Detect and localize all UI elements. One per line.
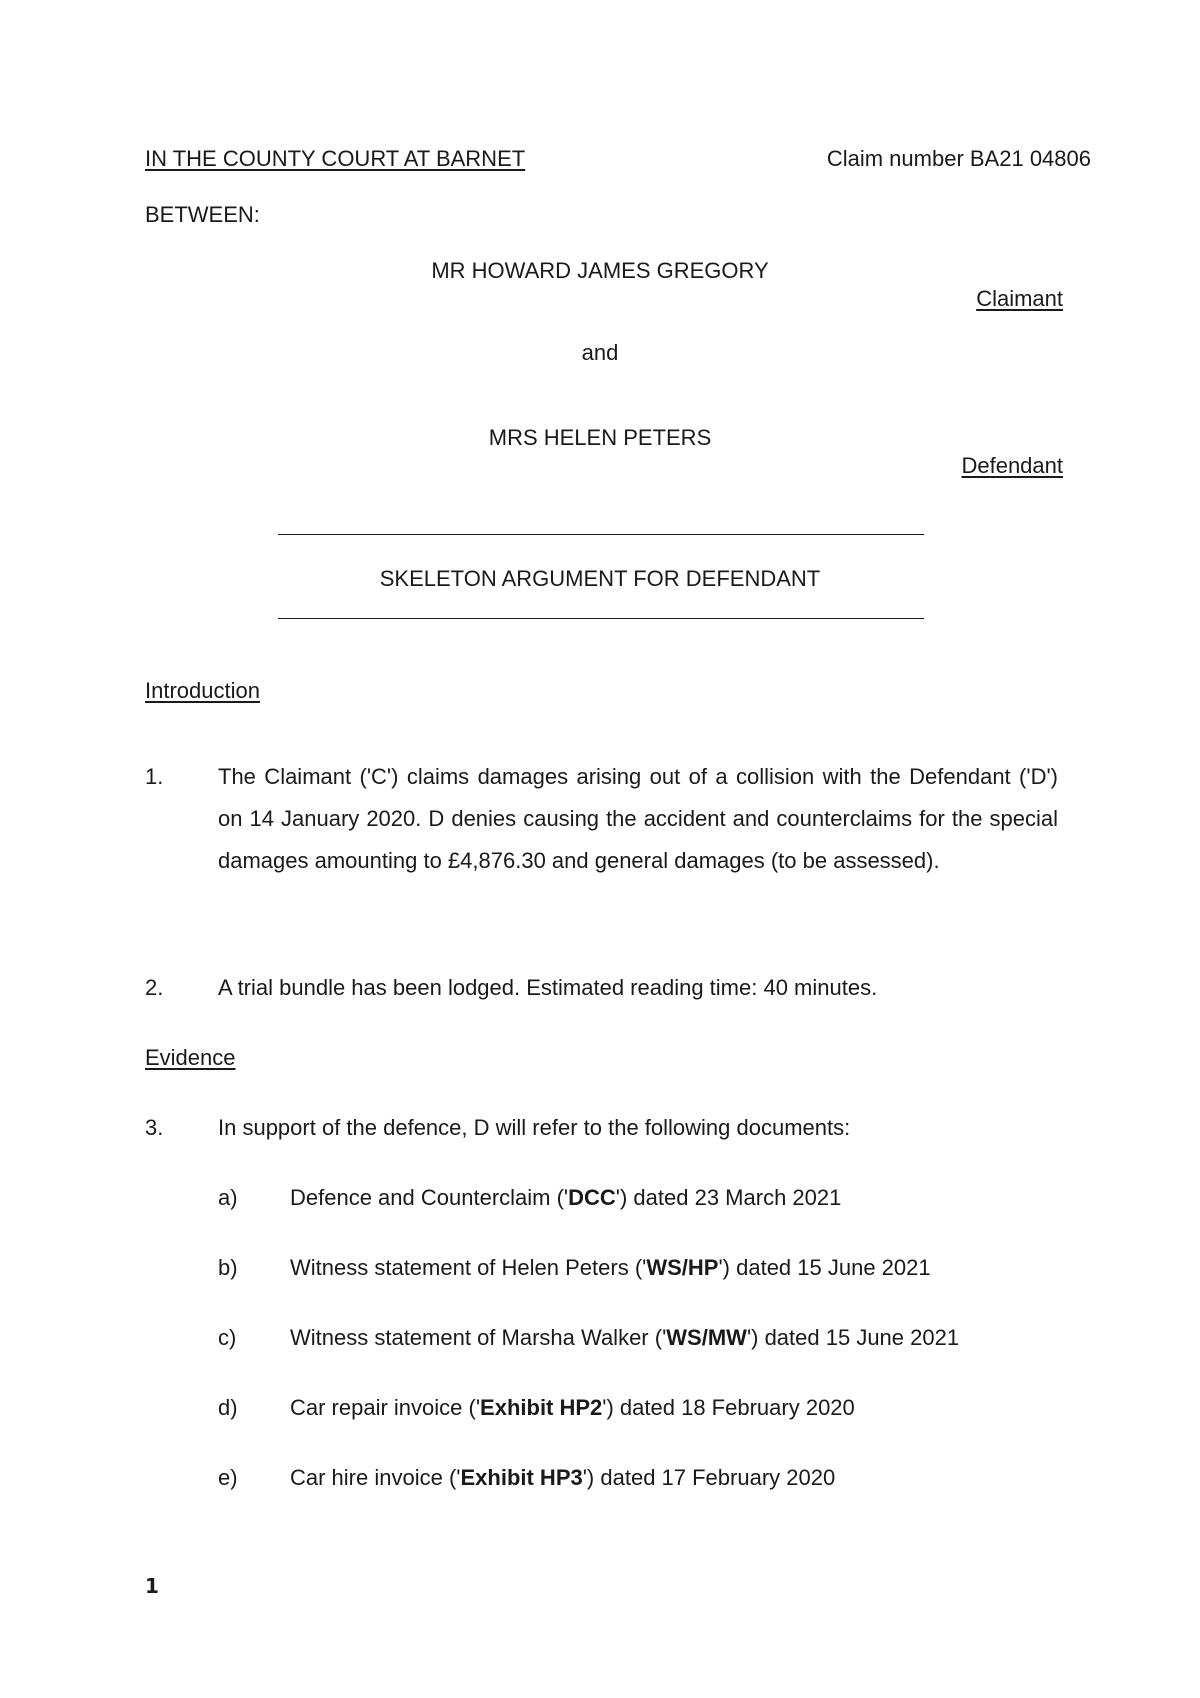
list-item: Car repair invoice ('Exhibit HP2') dated 18 February 2020 — [290, 1395, 855, 1420]
claimant-name: MR HOWARD JAMES GREGORY — [431, 258, 769, 283]
claim-number: Claim number BA21 04806 — [826, 146, 1091, 171]
list-item: Witness statement of Helen Peters ('WS/HP') dated 15 June 2021 — [290, 1255, 931, 1280]
paragraph-number: 3. — [145, 1115, 164, 1140]
page-number: 1 — [145, 1574, 159, 1598]
list-item-letter: d) — [218, 1395, 238, 1420]
title-rule-top — [278, 534, 924, 535]
list-item-letter: e) — [218, 1465, 238, 1490]
paragraph-number: 1. — [145, 764, 164, 789]
and-label: and — [581, 340, 619, 365]
court-name: IN THE COUNTY COURT AT BARNET — [145, 146, 526, 171]
list-item: Car hire invoice ('Exhibit HP3') dated 17 February 2020 — [290, 1465, 836, 1490]
evidence-heading: Evidence — [145, 1045, 236, 1070]
paragraph-text: The Claimant ('C') claims damages arising out of a collision with the Defendant ('D') on 14 January 2020. D denies causing the accident and counterclaims for the special damages amounting to £4,876.30 and general damages (to be assessed). — [218, 764, 1058, 873]
title-rule-bottom — [278, 618, 924, 619]
list-item: Defence and Counterclaim ('DCC') dated 23 March 2021 — [290, 1185, 842, 1210]
defendant-name: MRS HELEN PETERS — [488, 425, 712, 450]
document-title: SKELETON ARGUMENT FOR DEFENDANT — [379, 566, 821, 591]
paragraph-text: A trial bundle has been lodged. Estimated reading time: 40 minutes. — [218, 975, 878, 1000]
introduction-heading: Introduction — [145, 678, 260, 703]
paragraph-text: In support of the defence, D will refer to the following documents: — [218, 1115, 851, 1140]
list-item: Witness statement of Marsha Walker ('WS/MW') dated 15 June 2021 — [290, 1325, 960, 1350]
claimant-role: Claimant — [976, 286, 1063, 311]
paragraph-number: 2. — [145, 975, 164, 1000]
list-item-letter: a) — [218, 1185, 238, 1210]
list-item-letter: c) — [218, 1325, 237, 1350]
list-item-letter: b) — [218, 1255, 238, 1280]
defendant-role: Defendant — [961, 453, 1063, 478]
between-label: BETWEEN: — [145, 202, 260, 227]
